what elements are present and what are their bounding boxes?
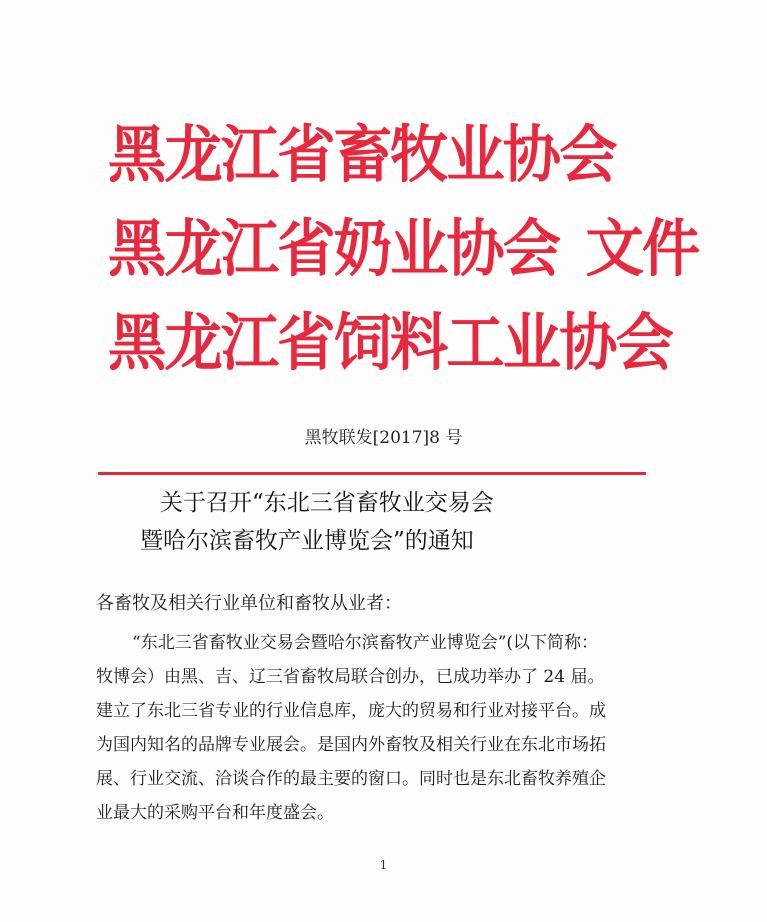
paragraph-line: 建立了东北三省专业的行业信息库，庞大的贸易和行业对接平台。成 (96, 701, 606, 721)
org-line-feed (108, 296, 698, 390)
paragraph-line: 展、行业交流、洽谈合作的最主要的窗口。同时也是东北畜牧养殖企 (96, 769, 606, 789)
notice-title (120, 484, 720, 560)
document-suffix: 文件 (585, 212, 699, 285)
red-divider-rule (98, 472, 646, 475)
paragraph-line: “东北三省畜牧业交易会暨哈尔滨畜牧产业博览会”(以下简称： (132, 633, 599, 653)
paragraph-line: 业最大的采购平台和年度盛会。 (96, 803, 334, 823)
salutation: 各畜牧及相关行业单位和畜牧从业者： (96, 593, 402, 614)
title-line-2: 暨哈尔滨畜牧产业博览会”的通知 (140, 528, 474, 554)
org-name-dairy: 黑龙江省奶业协会 (108, 212, 560, 285)
body-paragraph (96, 626, 671, 830)
org-name-livestock: 黑龙江省畜牧业协会 (108, 118, 616, 191)
paragraph-line: 为国内知名的品牌专业展会。是国内外畜牧及相关行业在东北市场拓 (96, 735, 606, 755)
org-line-dairy (108, 202, 698, 296)
notice-body (96, 592, 671, 830)
document-number: 黑牧联发[2017]8 号 (304, 428, 463, 448)
issuing-organizations-header (108, 108, 736, 390)
title-line-1: 关于召开“东北三省畜牧业交易会 (160, 490, 494, 516)
org-name-feed: 黑龙江省饲料工业协会 (108, 306, 673, 379)
page-number: 1 (379, 858, 388, 872)
org-line-livestock (108, 108, 698, 202)
paragraph-line: 牧博会）由黑、吉、辽三省畜牧局联合创办，已成功举办了 24 届。 (96, 667, 605, 687)
